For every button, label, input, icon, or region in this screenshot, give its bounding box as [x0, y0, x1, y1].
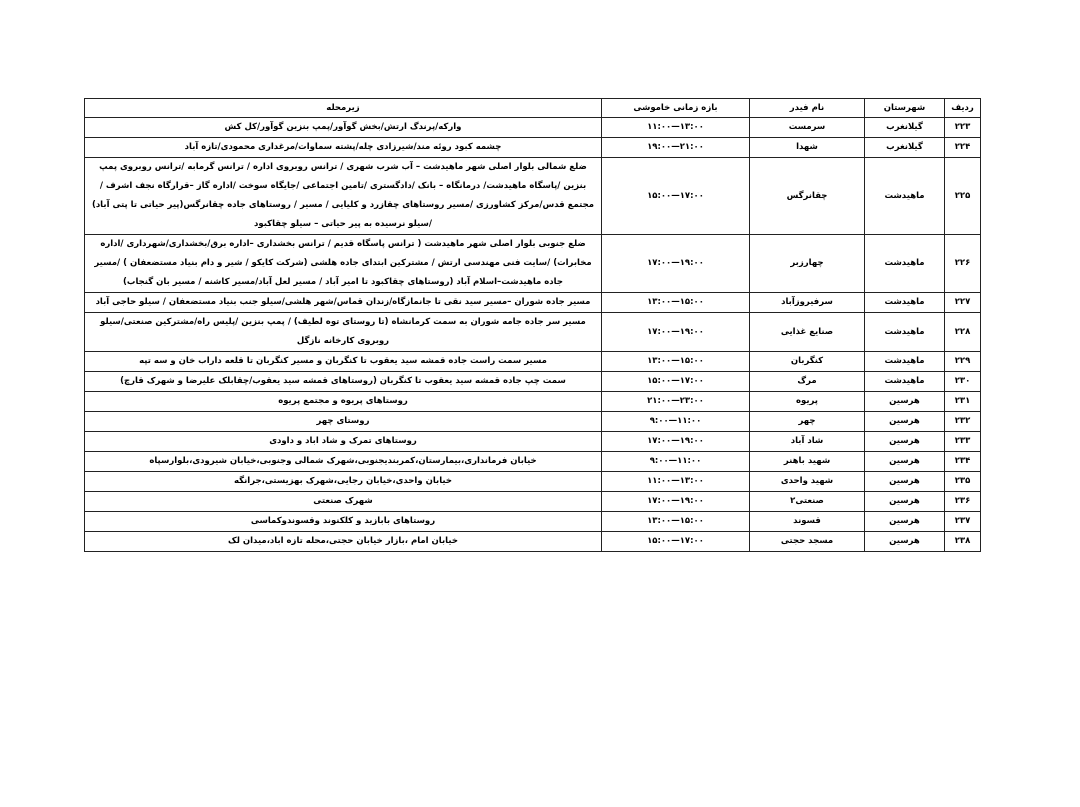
feeder-name-cell: صنایع غذایی: [750, 313, 865, 352]
outage-time-cell: ۱۱:۰۰—۱۳:۰۰: [602, 118, 750, 138]
outage-time-cell: ۱۷:۰۰—۱۹:۰۰: [602, 313, 750, 352]
feeder-name-cell: صنعتی۲: [750, 492, 865, 512]
feeder-name-cell: شهید واحدی: [750, 472, 865, 492]
city-cell: هرسین: [865, 472, 945, 492]
city-cell: هرسین: [865, 432, 945, 452]
areas-cell: ضلع شمالی بلوار اصلی شهر ماهیدشت – آب شرب شهری / ترانس روبروی اداره / ترانس گرمابه /ترانس روبروی پمپ بنزین /پاسگاه ماهیدشت/ درمانگاه – بانک /دادگستری /تامین اجتماعی /جایگاه سوخت /اداره گاز –قرارگاه نجف اشرف /مجتمع قدس/مرکز کشاورزی /مسیر روستاهای چقازرد و کلیایی / مسیر / روستاهای جاده چقانرگس(پیر حیاتی تا پتی آباد) /سیلو نرسیده به پیر حیاتی – سیلو چقاکبود: [85, 158, 602, 235]
table-row: [85, 158, 981, 235]
outage-schedule-document: [84, 98, 981, 552]
header-radif: ردیف: [945, 99, 981, 118]
areas-cell: روستاهای تمرک و شاد اباد و داودی: [85, 432, 602, 452]
table-row: [85, 138, 981, 158]
city-cell: ماهیدشت: [865, 235, 945, 293]
table-row: [85, 532, 981, 552]
areas-cell: روستاهای پریوه و مجتمع پریوه: [85, 392, 602, 412]
feeder-name-cell: مرگ: [750, 372, 865, 392]
outage-time-cell: ۹:۰۰—۱۱:۰۰: [602, 452, 750, 472]
city-cell: گیلانغرب: [865, 118, 945, 138]
city-cell: هرسین: [865, 412, 945, 432]
areas-cell: مسیر سمت راست جاده قمشه سید یعقوب تا کنگربان و مسیر کنگربان تا قلعه داراب خان و سه تپه: [85, 352, 602, 372]
table-row: [85, 492, 981, 512]
table-row: [85, 452, 981, 472]
feeder-name-cell: چهر: [750, 412, 865, 432]
table-row: [85, 392, 981, 412]
city-cell: ماهیدشت: [865, 372, 945, 392]
city-cell: هرسین: [865, 492, 945, 512]
city-cell: هرسین: [865, 532, 945, 552]
outage-time-cell: ۱۳:۰۰—۱۵:۰۰: [602, 512, 750, 532]
outage-time-cell: ۹:۰۰—۱۱:۰۰: [602, 412, 750, 432]
city-cell: هرسین: [865, 392, 945, 412]
areas-cell: وارکه/پرندگ ارتش/بخش گوآور/پمپ بنزین گوآور/کل کش: [85, 118, 602, 138]
feeder-name-cell: پریوه: [750, 392, 865, 412]
row-number-cell: ۲۲۴: [945, 138, 981, 158]
feeder-name-cell: چهارزبر: [750, 235, 865, 293]
city-cell: هرسین: [865, 452, 945, 472]
feeder-name-cell: سرفیروزآباد: [750, 293, 865, 313]
outage-time-cell: ۱۷:۰۰—۱۹:۰۰: [602, 432, 750, 452]
header-areas: زیرمحله: [85, 99, 602, 118]
header-city: شهرستان: [865, 99, 945, 118]
outage-time-cell: ۲۱:۰۰—۲۳:۰۰: [602, 392, 750, 412]
areas-cell: خیابان فرمانداری،بیمارستان،کمربندیجنوبی،شهرک شمالی وجنوبی،خیابان شیرودی،بلوارسپاه: [85, 452, 602, 472]
header-feeder: نام فیدر: [750, 99, 865, 118]
city-cell: ماهیدشت: [865, 313, 945, 352]
row-number-cell: ۲۲۷: [945, 293, 981, 313]
areas-cell: سمت چپ جاده قمشه سید یعقوب تا کنگربان (روستاهای قمشه سید یعقوب/چقابلک علیرضا و شهرک قارچ): [85, 372, 602, 392]
row-number-cell: ۲۲۸: [945, 313, 981, 352]
table-row: [85, 352, 981, 372]
table-header-row: [85, 99, 981, 118]
areas-cell: ضلع جنوبی بلوار اصلی شهر ماهیدشت ( ترانس پاسگاه قدیم / ترانس بخشداری –اداره برق/بخشداری/شهرداری /اداره مخابرات) /سایت فنی مهندسی ارتش / مشترکین ابتدای جاده هلشی (شرکت کایکو / شیر و دام بنیاد مستضعفان ) /مسیر جاده ماهیدشت–اسلام آباد (روستاهای چقاکبود تا امیر آباد / مسیر لعل آباد/مسیر کاشنه / مسیر بان گنجاب): [85, 235, 602, 293]
table-row: [85, 293, 981, 313]
feeder-name-cell: سرمست: [750, 118, 865, 138]
table-row: [85, 512, 981, 532]
feeder-name-cell: قسوند: [750, 512, 865, 532]
table-row: [85, 372, 981, 392]
outage-time-cell: ۱۷:۰۰—۱۹:۰۰: [602, 235, 750, 293]
feeder-name-cell: شهید باهنر: [750, 452, 865, 472]
row-number-cell: ۲۳۱: [945, 392, 981, 412]
row-number-cell: ۲۳۷: [945, 512, 981, 532]
feeder-name-cell: شهدا: [750, 138, 865, 158]
outage-time-cell: ۱۱:۰۰—۱۳:۰۰: [602, 472, 750, 492]
city-cell: ماهیدشت: [865, 293, 945, 313]
outage-schedule-table: [84, 98, 981, 552]
table-row: [85, 472, 981, 492]
outage-time-cell: ۱۳:۰۰—۱۵:۰۰: [602, 293, 750, 313]
row-number-cell: ۲۲۶: [945, 235, 981, 293]
table-row: [85, 118, 981, 138]
table-row: [85, 235, 981, 293]
city-cell: ماهیدشت: [865, 158, 945, 235]
city-cell: ماهیدشت: [865, 352, 945, 372]
row-number-cell: ۲۳۵: [945, 472, 981, 492]
row-number-cell: ۲۲۳: [945, 118, 981, 138]
areas-cell: روستاهای بابازید و کلکنوند وقسوندوکماسی: [85, 512, 602, 532]
areas-cell: چشمه کبود روئه مند/شیرزادی چله/پشته سماوات/مرغداری محمودی/تازه آباد: [85, 138, 602, 158]
table-row: [85, 432, 981, 452]
feeder-name-cell: مسجد حجتی: [750, 532, 865, 552]
row-number-cell: ۲۳۲: [945, 412, 981, 432]
outage-time-cell: ۱۹:۰۰—۲۱:۰۰: [602, 138, 750, 158]
outage-time-cell: ۱۵:۰۰—۱۷:۰۰: [602, 372, 750, 392]
outage-time-cell: ۱۳:۰۰—۱۵:۰۰: [602, 352, 750, 372]
areas-cell: مسیر جاده شوران –مسیر سید نقی تا جانمازگاه/زندان قماس/شهر هلشی/سیلو جنب بنیاد مستضعفان / سیلو حاجی آباد: [85, 293, 602, 313]
row-number-cell: ۲۳۴: [945, 452, 981, 472]
header-time: بازه زمانی خاموشی: [602, 99, 750, 118]
outage-time-cell: ۱۵:۰۰—۱۷:۰۰: [602, 158, 750, 235]
row-number-cell: ۲۲۵: [945, 158, 981, 235]
city-cell: گیلانغرب: [865, 138, 945, 158]
row-number-cell: ۲۲۹: [945, 352, 981, 372]
areas-cell: روستای چهر: [85, 412, 602, 432]
city-cell: هرسین: [865, 512, 945, 532]
outage-time-cell: ۱۷:۰۰—۱۹:۰۰: [602, 492, 750, 512]
areas-cell: مسیر سر جاده جامه شوران به سمت کرمانشاه (تا روستای توه لطیف) / پمپ بنزین /پلیس راه/مشترکین صنعتی/سیلو روبروی کارخانه نازگل: [85, 313, 602, 352]
row-number-cell: ۲۳۸: [945, 532, 981, 552]
outage-time-cell: ۱۵:۰۰—۱۷:۰۰: [602, 532, 750, 552]
areas-cell: شهرک صنعتی: [85, 492, 602, 512]
row-number-cell: ۲۳۶: [945, 492, 981, 512]
table-row: [85, 412, 981, 432]
table-row: [85, 313, 981, 352]
feeder-name-cell: شاد آباد: [750, 432, 865, 452]
row-number-cell: ۲۳۰: [945, 372, 981, 392]
feeder-name-cell: چقانرگس: [750, 158, 865, 235]
areas-cell: خیابان امام ،بازار خیابان حجتی،محله تازه اباد،میدان لک: [85, 532, 602, 552]
feeder-name-cell: کنگربان: [750, 352, 865, 372]
row-number-cell: ۲۳۳: [945, 432, 981, 452]
areas-cell: خیابان واحدی،خیابان رجایی،شهرک بهزیستی،جرانگه: [85, 472, 602, 492]
